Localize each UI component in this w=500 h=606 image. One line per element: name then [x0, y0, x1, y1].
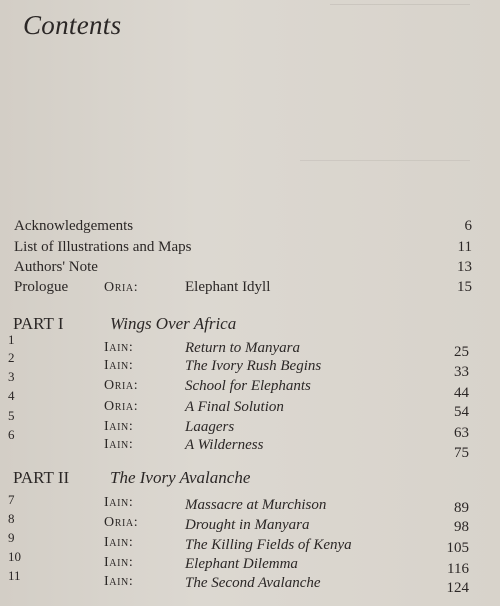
chapter-page: 33	[454, 364, 469, 380]
part-label: PART I	[13, 314, 64, 333]
chapter-number: 10	[8, 549, 21, 564]
front-matter-authors-note[interactable]: Authors' Note	[14, 259, 98, 275]
front-matter-illustrations[interactable]: List of Illustrations and Maps	[14, 239, 192, 255]
chapter-number: 8	[8, 511, 15, 526]
part-title[interactable]: The Ivory Avalanche	[110, 468, 251, 487]
chapter-title[interactable]: A Wilderness	[185, 437, 264, 453]
chapter-narrator: Iain:	[104, 495, 134, 510]
chapter-page: 105	[446, 540, 469, 556]
chapter-narrator: Iain:	[104, 340, 134, 355]
chapter-title[interactable]: School for Elephants	[185, 378, 311, 394]
chapter-narrator: Iain:	[104, 358, 134, 373]
chapter-number: 7	[8, 492, 15, 507]
chapter-number: 9	[8, 530, 15, 545]
chapter-title[interactable]: The Ivory Rush Begins	[185, 358, 322, 374]
chapter-title[interactable]: The Killing Fields of Kenya	[185, 537, 352, 553]
chapter-page: 54	[454, 404, 469, 420]
chapter-number: 2	[8, 350, 15, 365]
chapter-page: 98	[454, 519, 469, 535]
chapter-title[interactable]: A Final Solution	[185, 399, 284, 415]
part-label: PART II	[13, 468, 70, 487]
chapter-page: 63	[454, 425, 469, 441]
chapter-title[interactable]: Massacre at Murchison	[185, 497, 327, 513]
chapter-narrator: Iain:	[104, 437, 134, 452]
chapter-page: 44	[454, 385, 469, 401]
part-title[interactable]: Wings Over Africa	[110, 314, 237, 333]
chapter-page: 116	[447, 561, 469, 577]
front-matter-page: 15	[457, 279, 472, 295]
prologue-narrator: Oria:	[104, 280, 139, 295]
prologue-title[interactable]: Elephant Idyll	[185, 279, 271, 295]
chapter-narrator: Iain:	[104, 419, 134, 434]
chapter-number: 3	[8, 369, 15, 384]
chapter-number: 5	[8, 408, 15, 423]
chapter-title[interactable]: Elephant Dilemma	[185, 556, 298, 572]
front-matter-page: 11	[457, 239, 472, 255]
chapter-number: 11	[8, 568, 21, 583]
chapter-title[interactable]: Drought in Manyara	[185, 517, 310, 533]
chapter-narrator: Iain:	[104, 555, 134, 570]
front-matter-prologue[interactable]: Prologue	[14, 279, 69, 295]
chapter-narrator: Iain:	[104, 535, 134, 550]
chapter-number: 1	[8, 332, 15, 347]
chapter-number: 6	[8, 427, 15, 442]
page-title: Contents	[23, 10, 122, 40]
chapter-page: 25	[454, 344, 469, 360]
chapter-narrator: Oria:	[104, 515, 139, 530]
front-matter-page: 6	[464, 218, 472, 234]
chapter-page: 89	[454, 500, 469, 516]
chapter-title[interactable]: Laagers	[185, 419, 235, 435]
front-matter-page: 13	[457, 259, 472, 275]
chapter-narrator: Iain:	[104, 574, 134, 589]
front-matter-acknowledgements[interactable]: Acknowledgements	[14, 218, 134, 234]
chapter-number: 4	[8, 388, 15, 403]
chapter-title[interactable]: Return to Manyara	[185, 340, 300, 356]
chapter-narrator: Oria:	[104, 399, 139, 414]
chapter-page: 75	[454, 445, 469, 461]
chapter-title[interactable]: The Second Avalanche	[185, 575, 321, 591]
chapter-page: 124	[446, 580, 469, 596]
chapter-narrator: Oria:	[104, 378, 139, 393]
